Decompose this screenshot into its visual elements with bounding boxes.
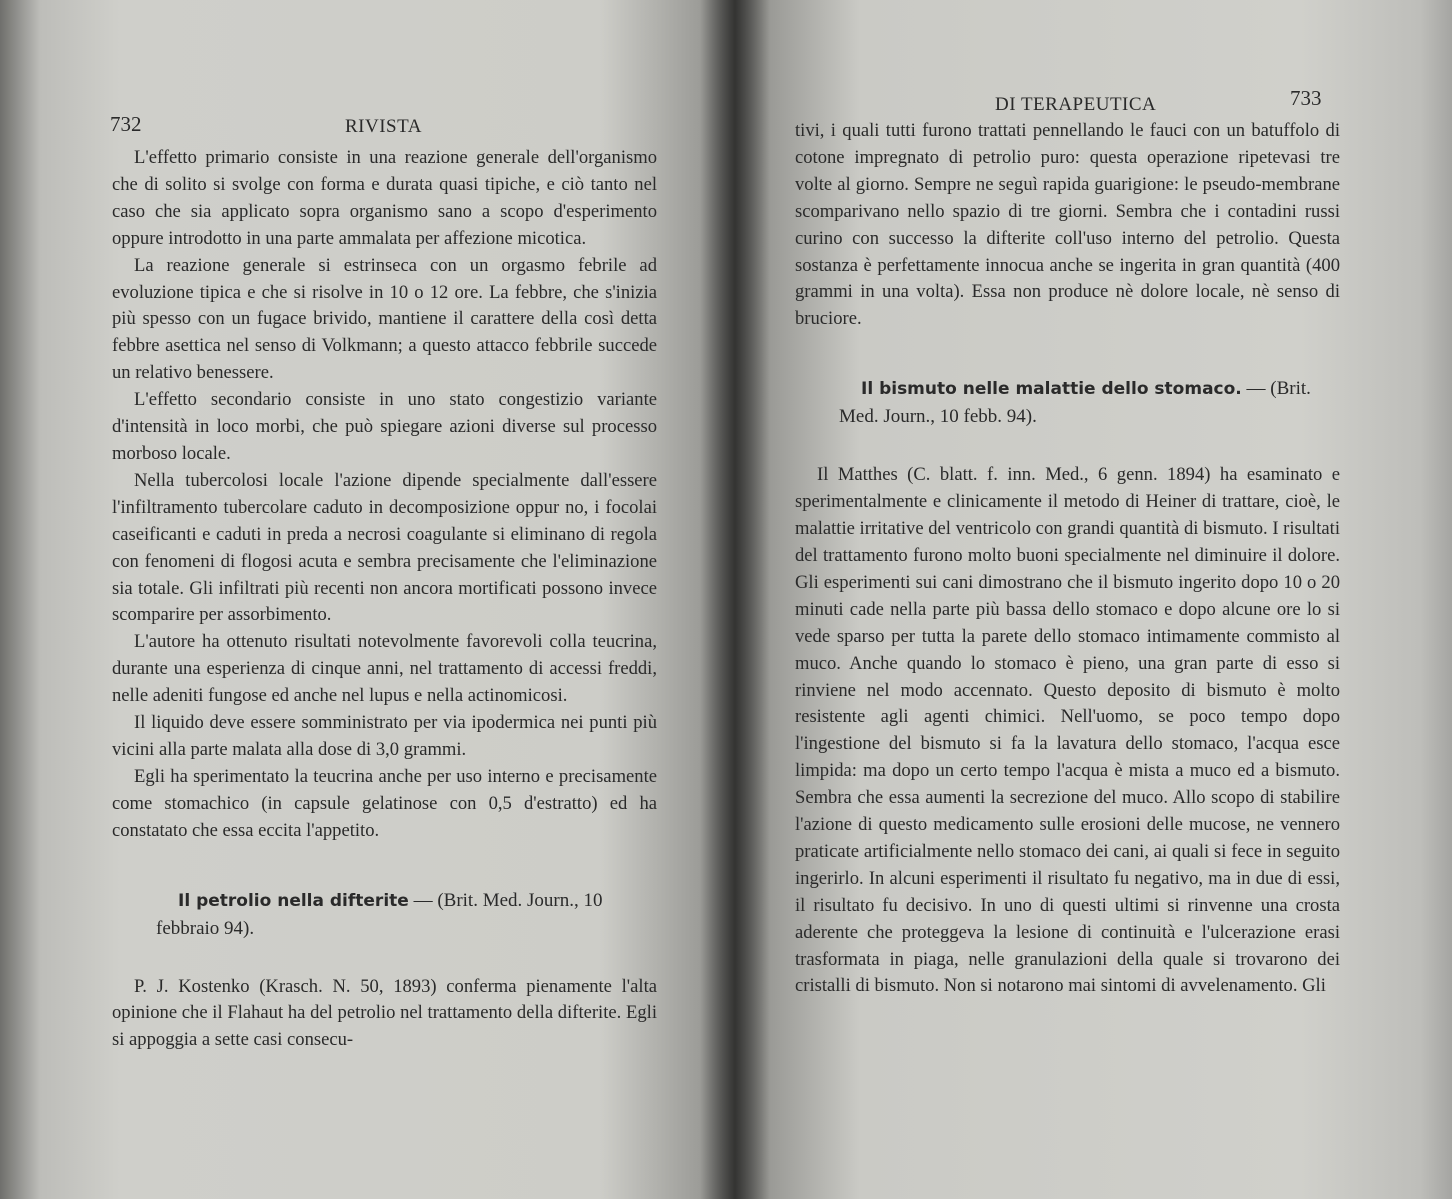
left-paragraph-1: L'effetto primario consiste in una reazione generale dell'organismo che di solito si svolge con forma e durata quasi tipiche, e ciò tanto nel caso che sia applicato sopra organismo sano a scopo d'esperimento oppure introdotto in una parte ammalata per affezione micotica. xyxy=(112,147,657,249)
left-paragraph-2: La reazione generale si estrinseca con un orgasmo febrile ad evoluzione tipica e che si risolve in 10 o 12 ore. La febbre, che s'inizia più spesso con un fugace brivido, mantiene il carattere della così detta febbre asettica nel senso di Volkmann; a questo attacco febbrile succede un relativo benessere. xyxy=(112,254,657,384)
right-page-number: 733 xyxy=(1290,86,1322,110)
section-spacer xyxy=(795,430,1340,462)
right-paragraph-matthes: Il Matthes (C. blatt. f. inn. Med., 6 genn. 1894) ha esaminato e sperimentalmente e clinicamente il metodo di Heiner di trattare, cioè, le malattie irritative del ventricolo con grandi quantità di bismuto. I risultati del trattamento furono molto buoni specialmente nel diminuire il dolore. Gli esperimenti sui cani dimostrano che il bismuto ingerito dopo 10 o 20 minuti cade nella parte più bassa dello stomaco e dopo alcune ore lo si vede sparso per tutta la parete dello stomaco intimamente commisto al muco. Anche quando lo stomaco è pieno, una gran parte di esso si rinviene nel modo accennato. Questo deposito di bismuto è molto resistente agli agenti chimici. Nell'uomo, se poco tempo dopo l'ingestione del bismuto si fa la lavatura dello stomaco, l'acqua esce limpida: ma dopo un certo tempo l'acqua è mista a muco ed a bismuto. Sembra che essa aumenti la secrezione del muco. Allo scopo di stabilire l'azione di questo medicamento sulle erosioni delle mucose, ne vennero praticate artificialmente nello stomaco dei cani, ai quali si fece in seguito ingerirlo. In alcuni esperimenti il risultato fu negativo, ma in due di essi, il risultato fu decisivo. In uno di questi ultimi si rinvenne una crosta aderente che proteggeva la lesione di continuità e l'ulcerazione erasi trasformata in piaga, nelle granulazioni della quale si trovarono dei cristalli di bismuto. Non si notarono mai sintomi di avvelenamento. Gli xyxy=(795,464,1340,997)
section-spacer xyxy=(112,845,657,887)
section-spacer xyxy=(795,333,1340,375)
left-paragraph-7: Egli ha sperimentato la teucrina anche per uso interno e precisamente come stomachico (in capsule gelatinose con 0,5 d'estratto) ed ha constatato che essa eccita l'appetito. xyxy=(112,765,657,841)
right-page xyxy=(735,0,1452,1199)
left-paragraph-6: Il liquido deve essere somministrato per via ipodermica nei punti più vicini alla parte malata alla dose di 3,0 grammi. xyxy=(112,712,657,760)
left-page-number: 732 xyxy=(110,112,142,136)
left-text-column xyxy=(112,145,657,1054)
left-paragraph-kostenko: P. J. Kostenko (Krasch. N. 50, 1893) conferma pienamente l'alta opinione che il Flahaut ha del petrolio nel trattamento della difterite. Egli si appoggia a sette casi consecu- xyxy=(112,975,657,1051)
right-paragraph-continued: tivi, i quali tutti furono trattati pennellando le fauci con un batuffolo di cotone impregnato di petrolio puro: questa operazione ripetevasi tre volte al giorno. Sempre ne seguì rapida guarigione: le pseudo-membrane scomparivano nello spazio di tre giorni. Sembra che i contadini russi curino con successo la difterite coll'uso interno del petrolio. Questa sostanza è perfettamente innocua anche se ingerita in gran quantità (400 grammi in una volta). Essa non produce nè dolore locale, nè senso di bruciore. xyxy=(795,120,1340,330)
right-text-column xyxy=(795,118,1340,1000)
left-paragraph-3: L'effetto secondario consiste in uno stato congestizio variante d'intensità in loco morbi, che può spiegare azioni diverse sul processo morboso locale. xyxy=(112,389,657,464)
section-heading-bismuto xyxy=(795,375,1340,430)
right-running-head: DI TERAPEUTICA xyxy=(995,94,1157,115)
left-paragraph-4: Nella tubercolosi locale l'azione dipende specialmente dall'essere l'infiltramento tubercolare caduto in decomposizione oppur no, i focolai caseificanti e caduti in preda a necrosi coagulante si eliminano di regola con fenomeni di flogosi acuta e sembra precisamente che l'eliminazione sia totale. Gli infiltrati più recenti non ancora mortificati possono invece scomparire per assorbimento. xyxy=(112,469,657,626)
section-spacer xyxy=(112,942,657,974)
heading-title: Il petrolio nella difterite xyxy=(178,890,409,911)
left-running-head: RIVISTA xyxy=(345,116,422,137)
heading-reference: — (Brit. Med. Journ., 10 febbraio 94). xyxy=(156,889,603,939)
section-heading-petrolio xyxy=(112,887,657,942)
left-paragraph-5: L'autore ha ottenuto risultati notevolmente favorevoli colla teucrina, durante una esperienza di cinque anni, nel trattamento di accessi freddi, nelle adeniti fungose ed anche nel lupus e nella actinomicosi. xyxy=(112,631,657,707)
heading-reference: — (Brit. Med. Journ., 10 febb. 94). xyxy=(839,378,1311,428)
heading-title: Il bismuto nelle malattie dello stomaco. xyxy=(861,379,1242,400)
